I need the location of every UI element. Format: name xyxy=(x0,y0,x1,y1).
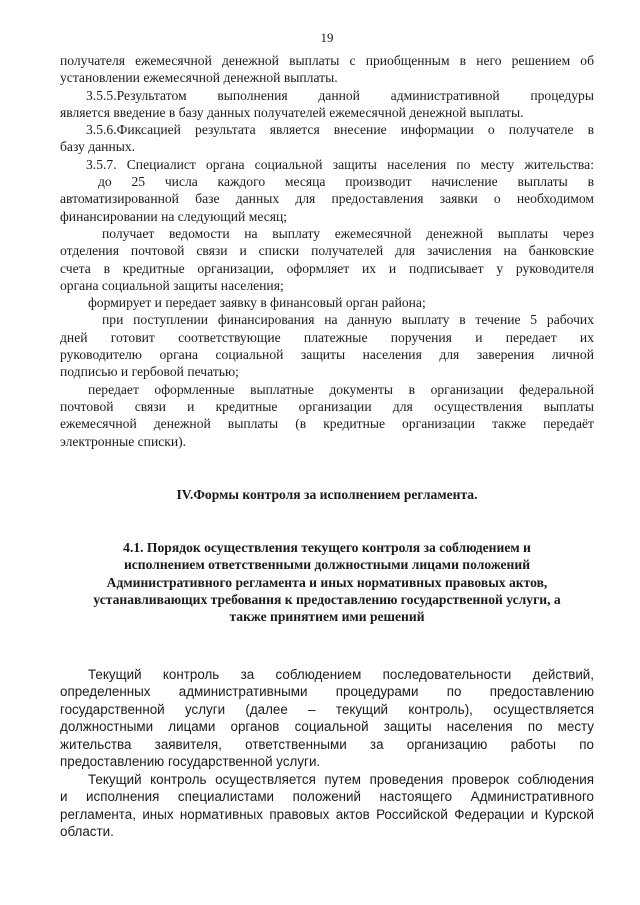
section-3-line: получает ведомости на выплату ежемесячной денежной выплаты через xyxy=(102,225,594,241)
page-number: 19 xyxy=(320,30,334,45)
section-4-body-line: государственной услуги (далее – текущий контроль), осуществляется xyxy=(60,701,594,717)
section-3-line: передает оформленные выплатные документы в организации федеральной xyxy=(88,381,594,397)
section-3-line: руководителю органа социальной защиты населения для заверения личной xyxy=(60,347,594,363)
section-4-body-line: Текущий контроль осуществляется путем проведения проверок соблюдения xyxy=(88,771,594,787)
subsection-4-1-heading-line: также принятием ими решений xyxy=(229,609,425,625)
section-4-body-line: Текущий контроль за соблюдением последовательности действий, xyxy=(88,666,594,682)
section-4-body-line: предоставлению государственной услуги. xyxy=(60,754,321,770)
section-4-body-line: определенных административными процедурами по предоставлению xyxy=(60,684,594,700)
section-4-heading: IV.Формы контроля за исполнением регламента. xyxy=(176,486,478,502)
section-3-line: отделения почтовой связи и списки получателей для зачисления на банковские xyxy=(60,243,594,259)
section-3-line: 3.5.5.Результатом выполнения данной административной процедуры xyxy=(86,87,594,103)
section-4-body-line: и исполнения специалистами положений настоящего Административного xyxy=(60,789,594,805)
section-3-line: 3.5.7. Специалист органа социальной защиты населения по месту жительства: xyxy=(86,156,594,172)
section-3-line: базу данных. xyxy=(60,139,136,155)
subsection-4-1-heading-line: исполнением ответственными должностными лицами положений xyxy=(123,557,531,573)
subsection-4-1-heading-line: Административного регламента и иных нормативных правовых актов, xyxy=(106,574,548,590)
section-4-body-line: области. xyxy=(60,824,114,840)
subsection-4-1-heading-line: 4.1. Порядок осуществления текущего контроля за соблюдением и xyxy=(123,540,531,556)
section-4-body-line: должностными лицами органов социальной защиты населения по месту xyxy=(60,719,594,735)
section-3-line: дней готовит соответствующие платежные поручения и передает их xyxy=(60,329,594,345)
section-3-line: автоматизированной базе данных для предоставления заявки о необходимом xyxy=(60,191,594,207)
section-3-line: электронные списки). xyxy=(60,433,187,449)
section-3-line: счета в кредитные организации, оформляет их и подписывает у руководителя xyxy=(60,260,594,276)
section-3-line: установлении ежемесячной денежной выплаты. xyxy=(60,70,338,86)
section-3-line: финансировании на следующий месяц; xyxy=(60,208,288,224)
subsection-4-1-heading-line: устанавливающих требования к предоставлению государственной услуги, а xyxy=(93,592,561,608)
section-3-line: до 25 числа каждого месяца производит начисление выплаты в xyxy=(98,174,594,190)
section-4-body xyxy=(60,666,594,841)
document-page xyxy=(60,30,594,841)
section-3-line: подписью и гербовой печатью; xyxy=(60,364,239,380)
section-3-line: формирует и передает заявку в финансовый орган района; xyxy=(88,295,426,311)
section-3-line: 3.5.6.Фиксацией результата является внесение информации о получателе в xyxy=(86,122,594,138)
subsection-4-1-heading xyxy=(60,539,594,625)
section-3-line: почтовой связи и кредитные организации для осуществления выплаты xyxy=(60,398,594,414)
section-3-line: получателя ежемесячной денежной выплаты с приобщенным в него решением об xyxy=(60,53,594,68)
section-4-body-line: жительства заявителя, ответственными за организацию работы по xyxy=(60,736,594,752)
section-3-line: органа социальной защиты населения; xyxy=(60,277,284,293)
section-3-line: является введение в базу данных получателей ежемесячной денежной выплаты. xyxy=(60,104,524,120)
section-3-line: при поступлении финансирования на данную выплату в течение 5 рабочих xyxy=(102,312,594,328)
section-3-line: ежемесячной денежной выплаты (в кредитные организации также передаёт xyxy=(60,416,594,432)
section-3-text xyxy=(60,52,594,450)
section-4-body-line: регламента, иных нормативных правовых актов Российской Федерации и Курской xyxy=(60,806,594,822)
